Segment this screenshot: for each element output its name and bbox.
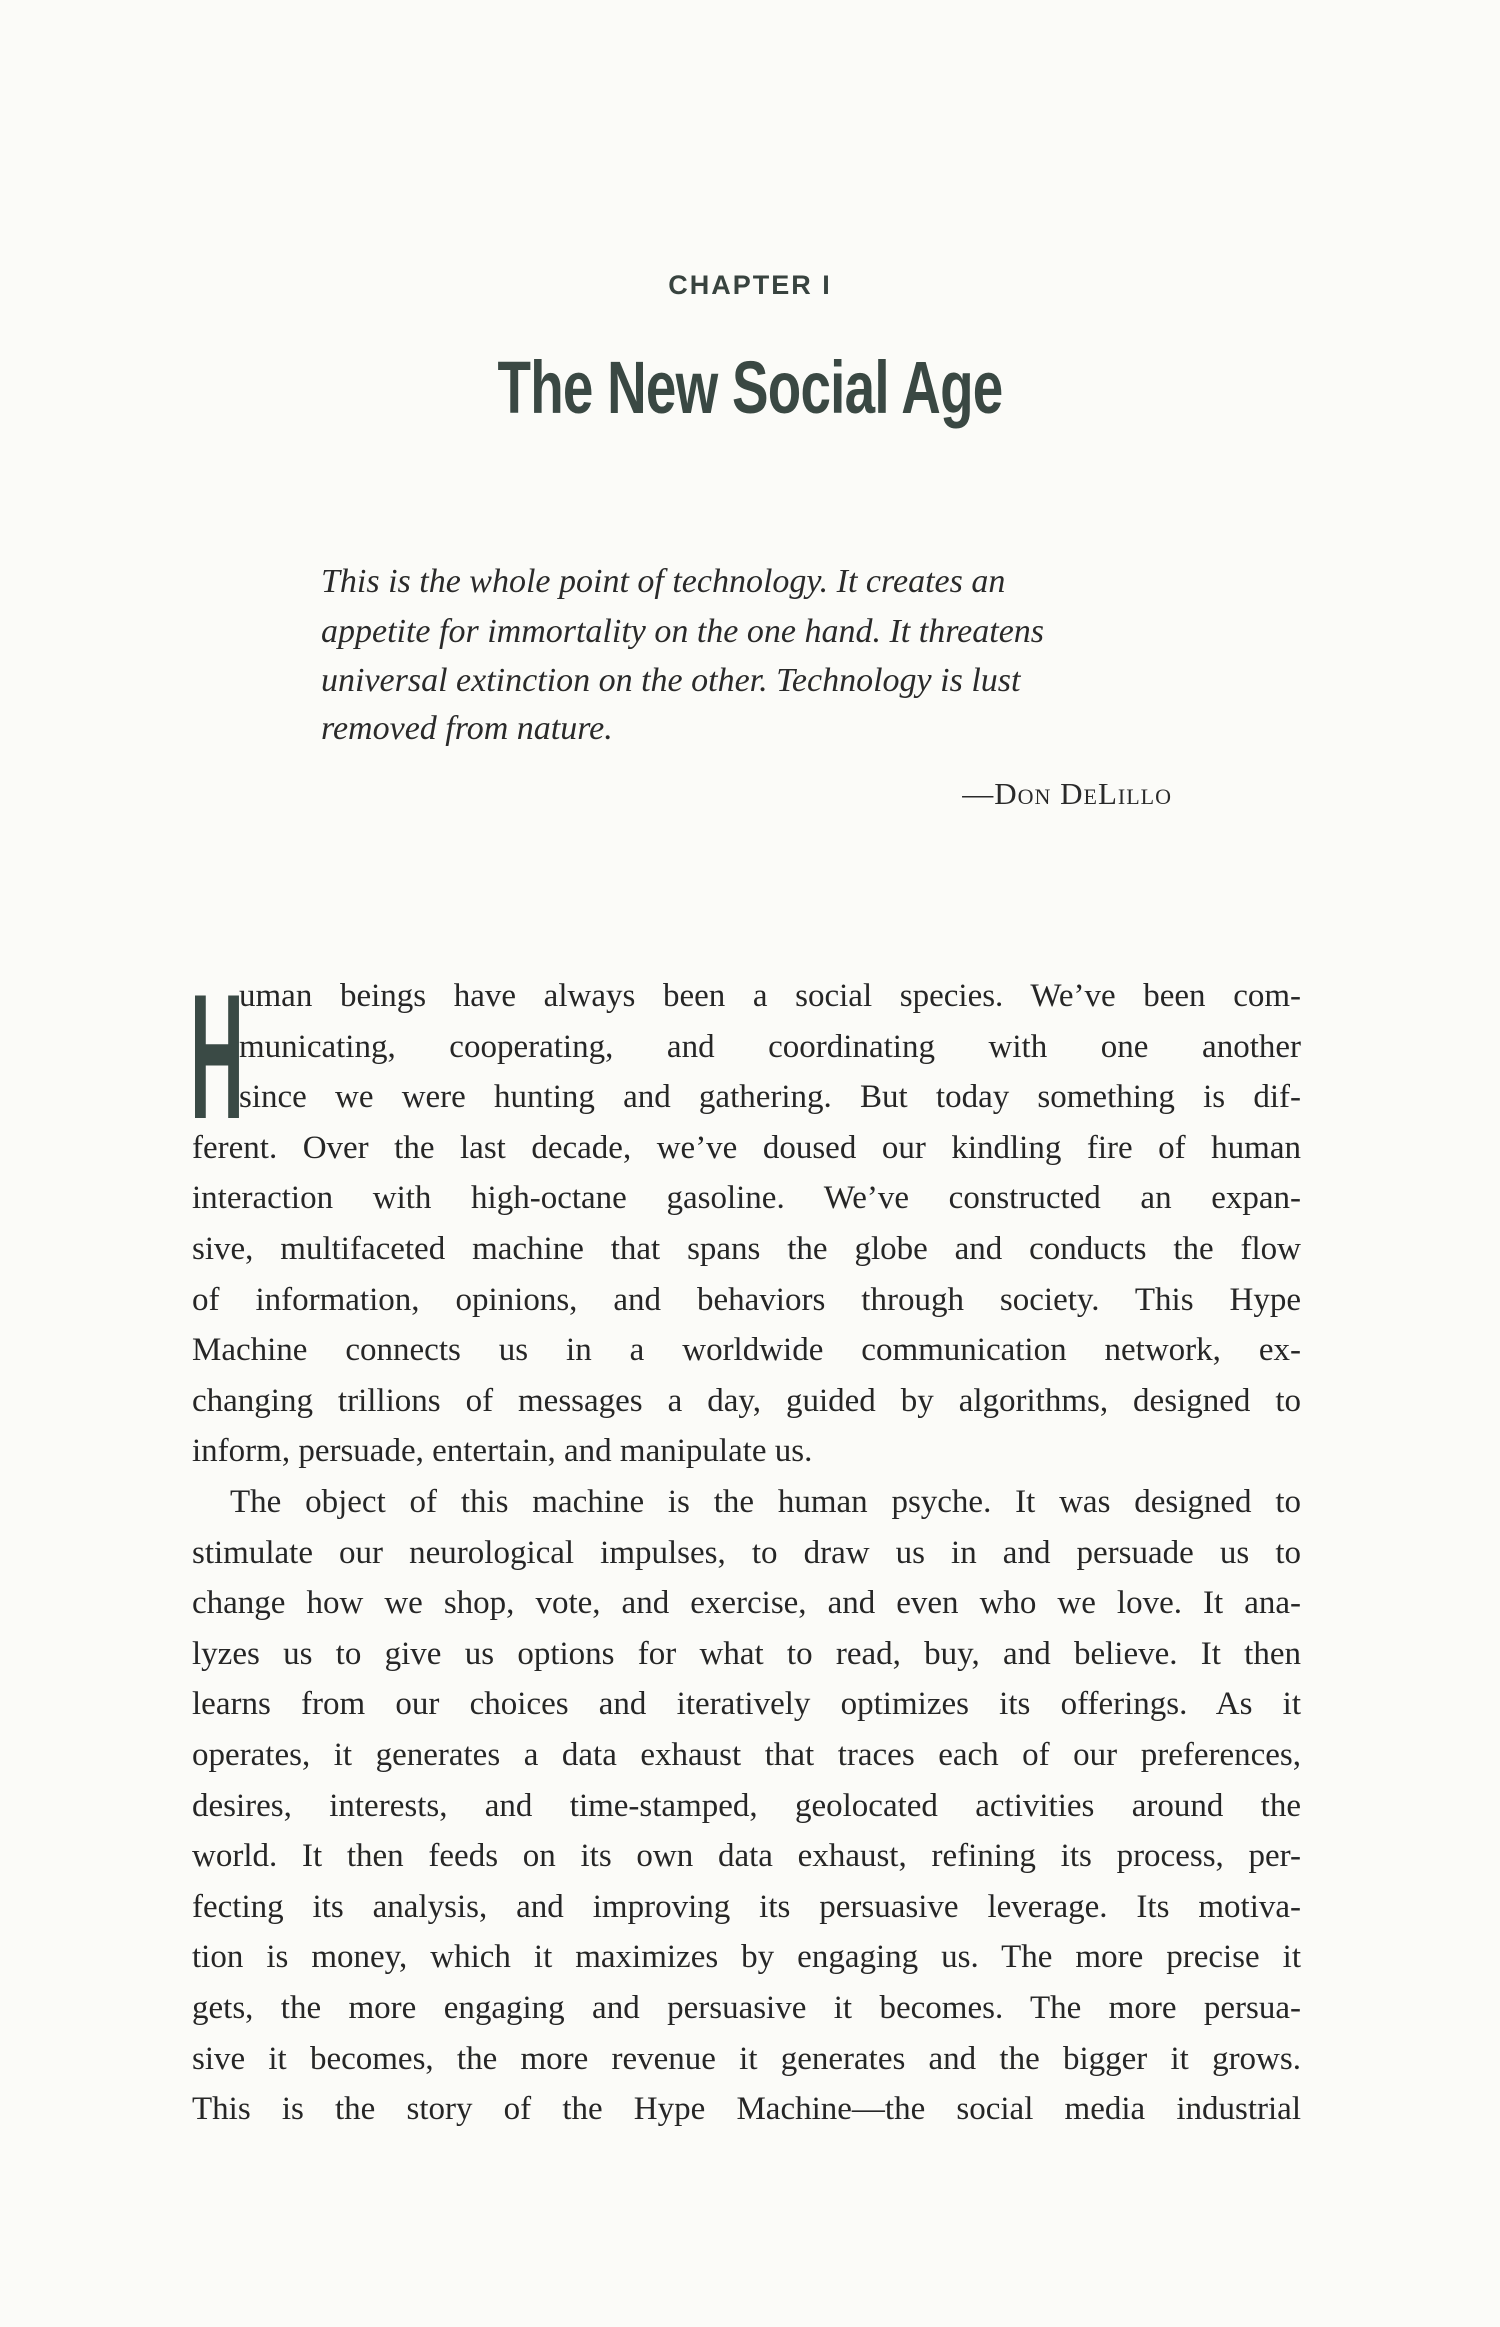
body-line: of information, opinions, and behaviors through society. This Hype	[192, 1281, 1301, 1318]
body-line: inform, persuade, entertain, and manipulate us.	[192, 1433, 813, 1470]
body-line: tion is money, which it maximizes by engaging us. The more precise it	[192, 1939, 1301, 1976]
body-line: changing trillions of messages a day, guided by algorithms, designed to	[192, 1382, 1301, 1419]
body-line: uman beings have always been a social species. We’ve been com-	[239, 978, 1301, 1014]
body-line: sive, multifaceted machine that spans the globe and conducts the flow	[192, 1231, 1301, 1267]
body-line: fecting its analysis, and improving its persuasive leverage. Its motiva-	[192, 1888, 1301, 1925]
epigraph-line: universal extinction on the other. Technology is lust	[321, 662, 1021, 699]
body-line: interaction with high-octane gasoline. We’ve constructed an expan-	[192, 1180, 1301, 1217]
body-line: The object of this machine is the human psyche. It was designed to	[230, 1484, 1301, 1520]
epigraph-line: appetite for immortality on the one hand. It threatens	[321, 613, 1045, 650]
body-line: Machine connects us in a worldwide communication network, ex-	[192, 1332, 1301, 1369]
body-line: desires, interests, and time-stamped, geolocated activities around the	[192, 1787, 1301, 1824]
body-line: ferent. Over the last decade, we’ve doused our kindling fire of human	[192, 1129, 1301, 1166]
body-line: since we were hunting and gathering. But today something is dif-	[239, 1079, 1301, 1116]
drop-cap: H	[190, 957, 244, 1156]
body-line: municating, cooperating, and coordinating with one another	[239, 1028, 1301, 1065]
body-line: learns from our choices and iteratively optimizes its offerings. As it	[192, 1686, 1301, 1723]
body-line: change how we shop, vote, and exercise, and even who we love. It ana-	[192, 1585, 1301, 1622]
chapter-label: CHAPTER I	[668, 270, 832, 300]
epigraph-attribution: —Don DeLillo	[962, 776, 1172, 811]
body-line: gets, the more engaging and persuasive it becomes. The more persua-	[192, 1990, 1301, 2026]
epigraph-line: This is the whole point of technology. It creates an	[321, 563, 1006, 600]
body-line: world. It then feeds on its own data exhaust, refining its process, per-	[192, 1838, 1301, 1875]
body-line: This is the story of the Hype Machine—the social media industrial	[192, 2091, 1301, 2128]
body-line: operates, it generates a data exhaust that traces each of our preferences,	[192, 1737, 1301, 1773]
epigraph-line: removed from nature.	[321, 710, 613, 747]
body-line: sive it becomes, the more revenue it generates and the bigger it grows.	[192, 2040, 1301, 2077]
body-line: lyzes us to give us options for what to read, buy, and believe. It then	[192, 1635, 1301, 1672]
chapter-title: The New Social Age	[497, 346, 1003, 429]
body-line: stimulate our neurological impulses, to draw us in and persuade us to	[192, 1534, 1301, 1571]
